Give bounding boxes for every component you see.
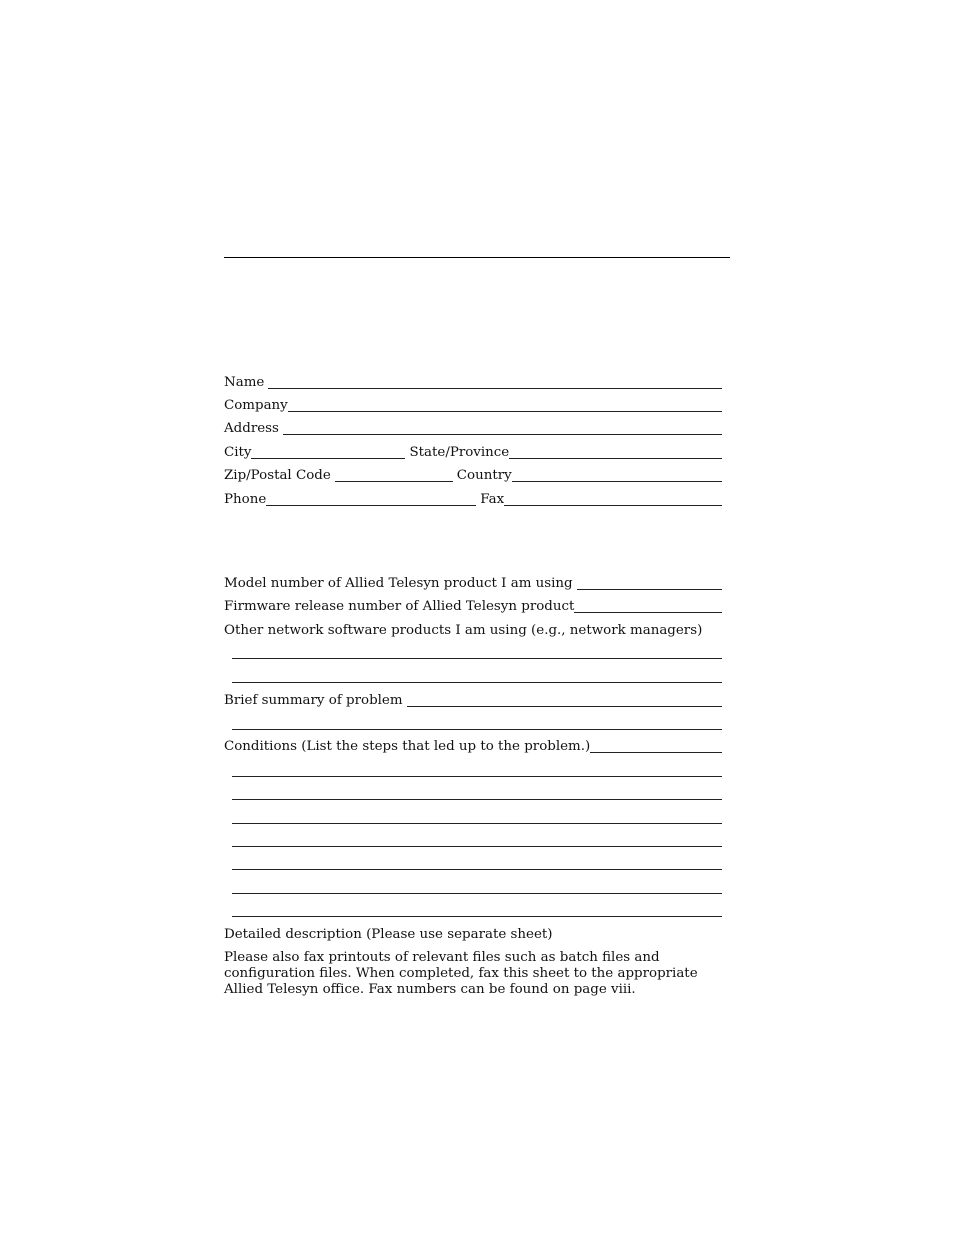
firmware-row [224, 597, 722, 615]
model-field[interactable] [577, 589, 722, 590]
phone-fax-row [224, 490, 722, 508]
conditions-line-6[interactable] [232, 893, 722, 894]
summary-line-2[interactable] [232, 729, 722, 730]
city-state-row [224, 443, 722, 461]
state-field[interactable] [509, 458, 722, 459]
model-label: Model number of Allied Telesyn product I am using [224, 576, 573, 591]
city-label: City [224, 445, 252, 460]
firmware-field[interactable] [574, 612, 722, 613]
model-row [224, 574, 722, 592]
other-software-line-2[interactable] [232, 682, 722, 683]
address-row [224, 419, 722, 437]
conditions-line-4[interactable] [232, 846, 722, 847]
name-label: Name [224, 375, 265, 390]
header-rule [224, 257, 730, 258]
address-field[interactable] [283, 434, 722, 435]
zip-label: Zip/Postal Code [224, 468, 331, 483]
conditions-row [224, 737, 722, 755]
company-field[interactable] [288, 411, 722, 412]
fax-field[interactable] [504, 505, 722, 506]
conditions-line-7[interactable] [232, 916, 722, 917]
instructions-paragraph: Please also fax printouts of relevant files such as batch files and configuration files. When completed, fax this sheet to the appropriate Allied Telesyn office. Fax numbers can be found on page viii. [224, 950, 698, 997]
country-field[interactable] [512, 481, 722, 482]
conditions-line-3[interactable] [232, 823, 722, 824]
detailed-description-label: Detailed description (Please use separate sheet) [224, 927, 553, 942]
conditions-line-2[interactable] [232, 799, 722, 800]
state-label: State/Province [409, 445, 510, 460]
city-field[interactable] [251, 458, 405, 459]
summary-field[interactable] [407, 706, 722, 707]
other-software-line-1[interactable] [232, 658, 722, 659]
summary-label: Brief summary of problem [224, 693, 403, 708]
zip-country-row [224, 466, 722, 484]
country-label: Country [456, 468, 512, 483]
name-field[interactable] [268, 388, 722, 389]
address-label: Address [224, 421, 279, 436]
zip-field[interactable] [335, 481, 453, 482]
company-label: Company [224, 398, 288, 413]
summary-row [224, 691, 722, 709]
conditions-line-1[interactable] [232, 776, 722, 777]
fax-label: Fax [480, 492, 505, 507]
company-row [224, 396, 722, 414]
name-row [224, 373, 722, 391]
firmware-label: Firmware release number of Allied Telesyn product [224, 599, 575, 614]
phone-label: Phone [224, 492, 267, 507]
conditions-line-5[interactable] [232, 869, 722, 870]
phone-field[interactable] [266, 505, 476, 506]
conditions-label: Conditions (List the steps that led up to the problem.) [224, 739, 591, 754]
other-software-label: Other network software products I am using (e.g., network managers) [224, 623, 703, 638]
conditions-field[interactable] [590, 752, 722, 753]
